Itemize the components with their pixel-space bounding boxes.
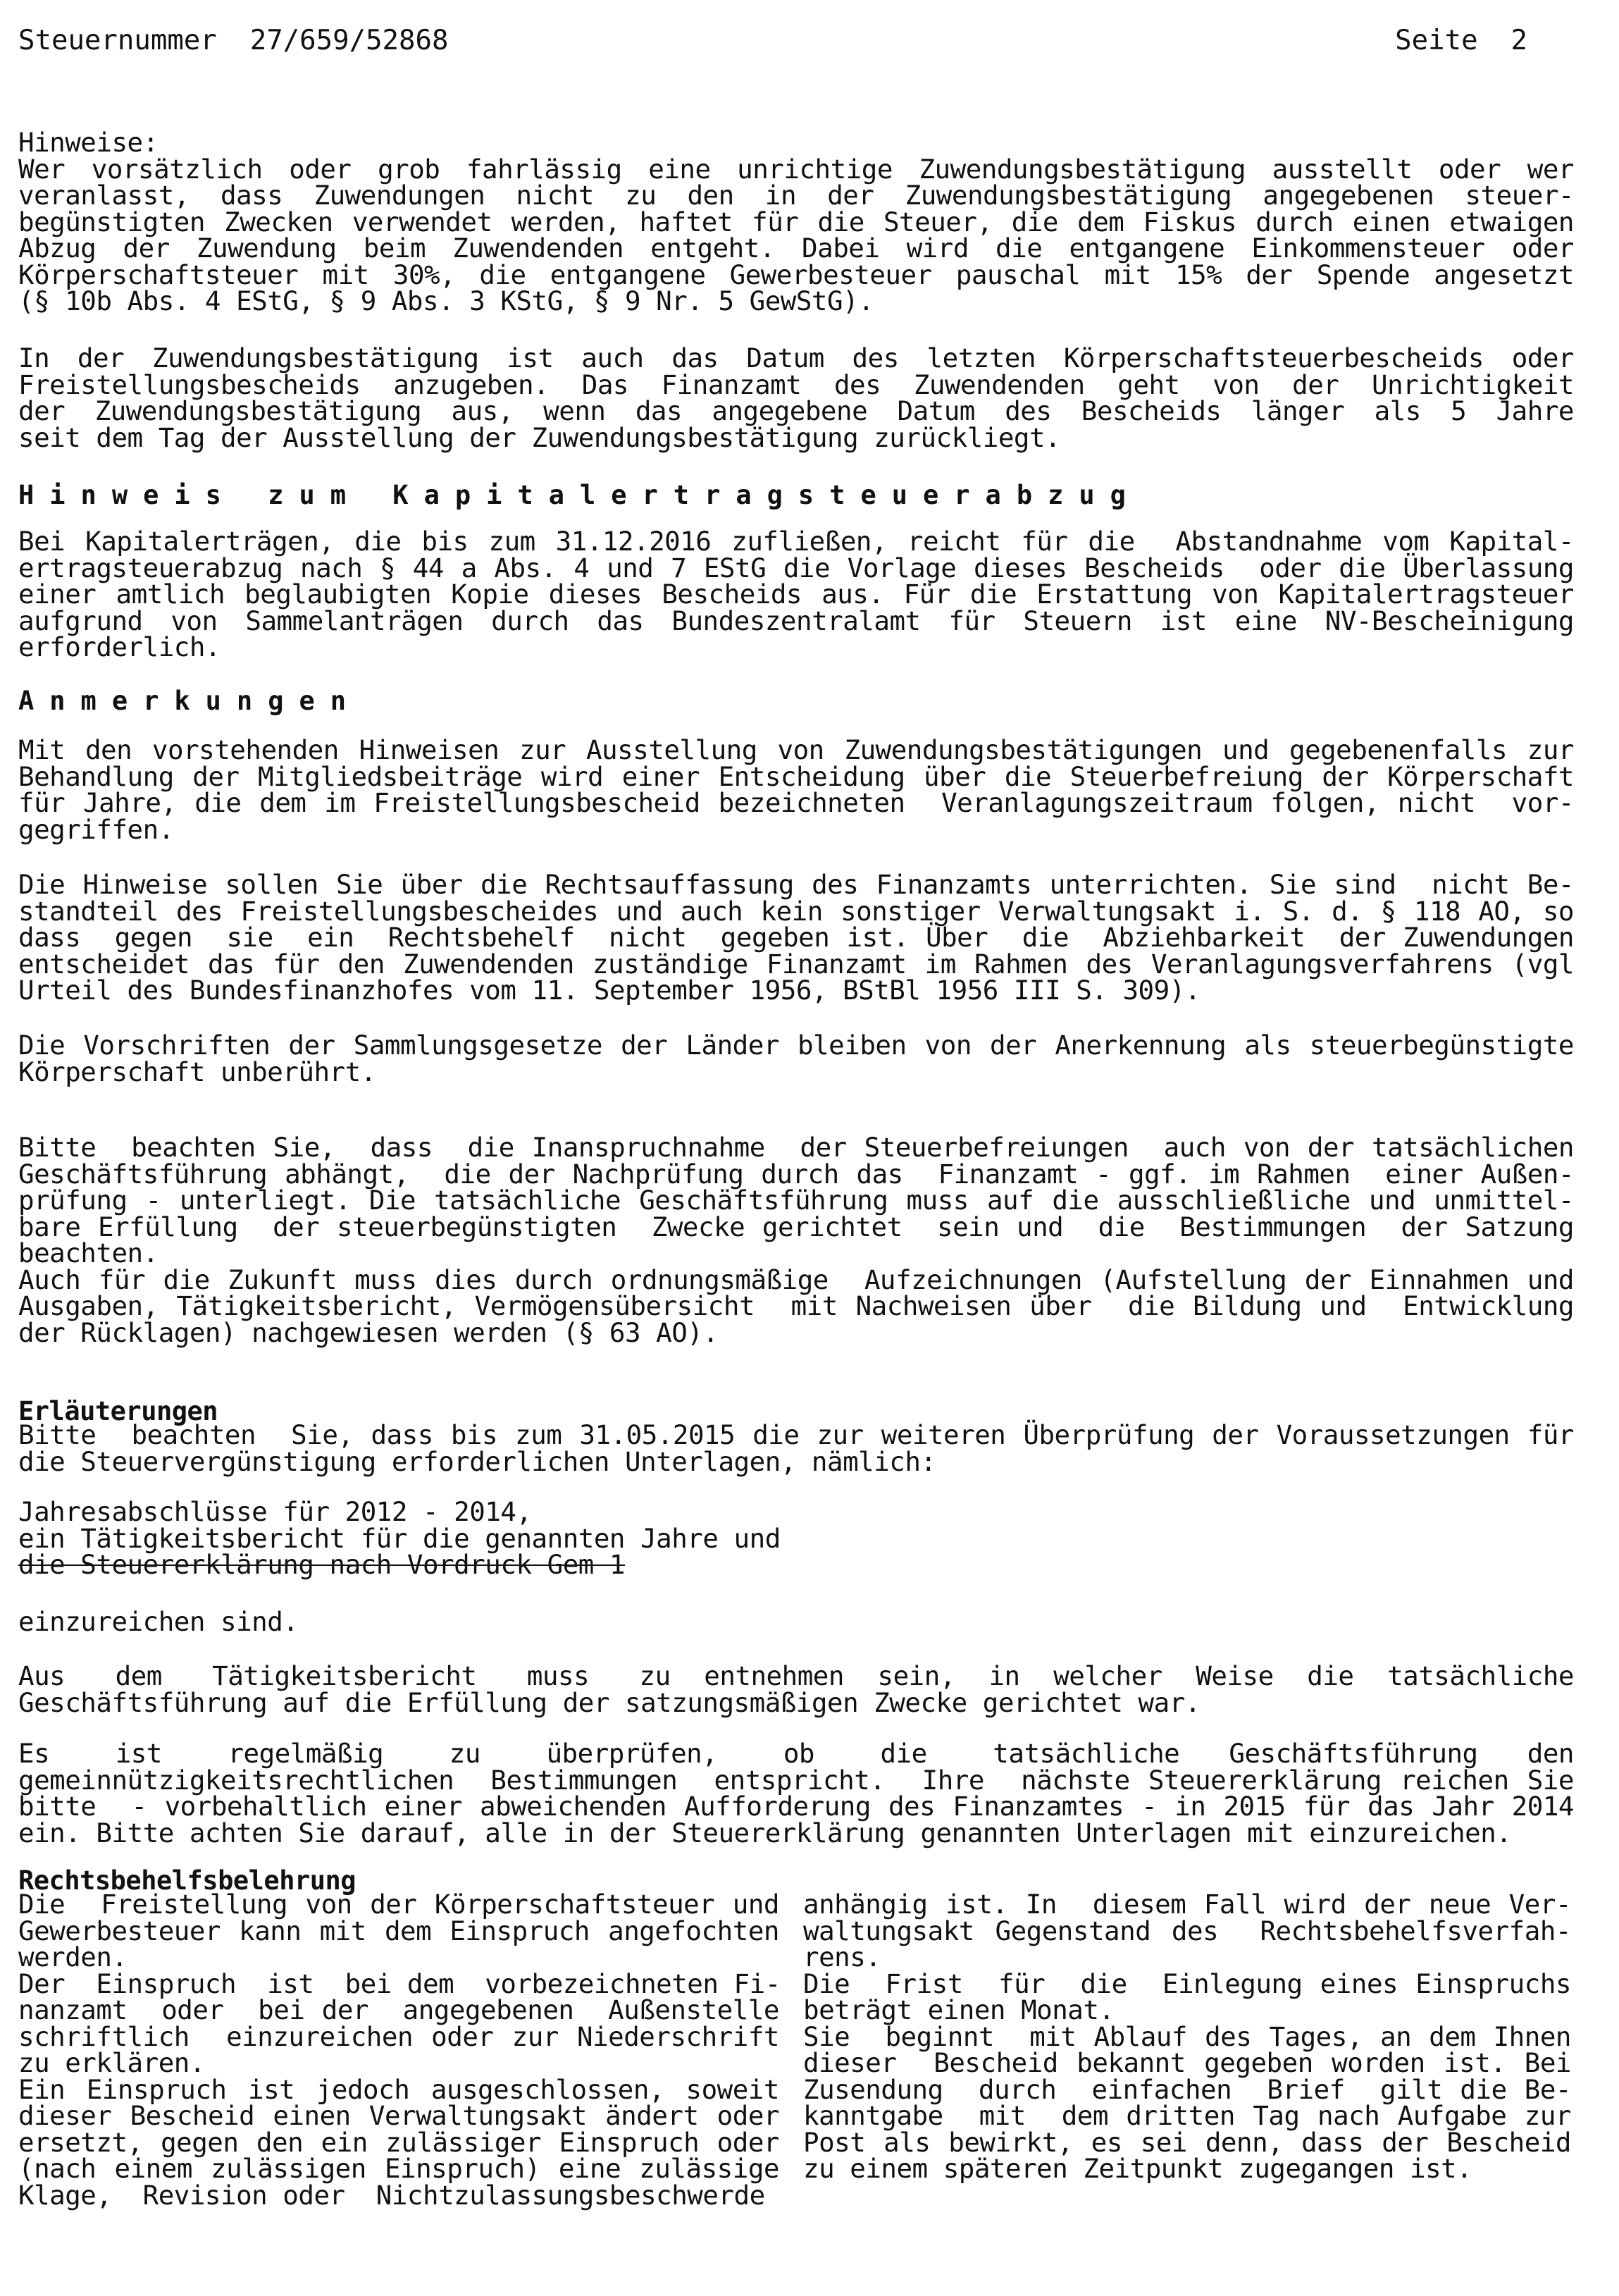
text-line: beträgt einen Monat.	[803, 1994, 1115, 2025]
text-line: schriftlich einzureichen oder zur Niederschrift	[18, 2020, 779, 2052]
einreichen-text: einzureichen sind.	[18, 1606, 299, 1637]
text-line: beachten.	[18, 1238, 159, 1269]
text-line: gegriffen.	[18, 813, 174, 845]
unterlagen-struck-item	[18, 1549, 1574, 1580]
text-line: zu erklären.	[18, 2047, 205, 2078]
text-line: erforderlich.	[18, 631, 221, 662]
datum-hinweis-paragraph	[18, 342, 1574, 453]
text-line: Bitte beachten Sie, dass bis zum 31.05.2015 die zur weiteren Überprüfung der Voraussetzungen für	[18, 1419, 1574, 1450]
text-line: dieser Bescheid bekannt gegeben worden ist. Bei	[803, 2047, 1571, 2078]
struck-item-text: die Steuererklärung nach Vordruck Gem 1	[18, 1549, 625, 1580]
text-line: werden.	[18, 1942, 128, 1973]
text-line: Gewerbesteuer kann mit dem Einspruch angefochten	[18, 1915, 779, 1946]
erlaeuterungen-paragraph-2	[18, 1660, 1574, 1718]
text-line: nanzamt oder bei der angegebenen Außenstelle	[18, 1994, 779, 2025]
anmerkungen-paragraph-1	[18, 734, 1574, 845]
erlaeuterungen-paragraph-1	[18, 1419, 1574, 1477]
text-line: Die Vorschriften der Sammlungsgesetze der Länder bleiben von der Anerkennung als steuerbegünstigte	[18, 1030, 1574, 1061]
hinweise-paragraph	[18, 127, 1574, 316]
text-line: In der Zuwendungsbestätigung ist auch das Datum des letzten Körperschaftsteuerbescheids oder	[18, 342, 1574, 374]
rechtsbehelf-heading: Rechtsbehelfsbelehrung	[18, 1865, 356, 1896]
text-line: ertragsteuerabzug nach § 44 a Abs. 4 und 7 EStG die Vorlage dieses Bescheids oder die Überlassung	[18, 552, 1574, 584]
text-line: Abzug der Zuwendung beim Zuwendenden entgeht. Dabei wird die entgangene Einkommensteuer oder	[18, 233, 1574, 264]
text-line: Es ist regelmäßig zu überprüfen, ob die tatsächliche Geschäftsführung den	[18, 1738, 1574, 1769]
anmerkungen-paragraph-3	[18, 1032, 1574, 1085]
erlaeuterungen-paragraph-3	[18, 1738, 1574, 1848]
rechtsbehelf-left-column	[18, 1891, 779, 2209]
text-line: seit dem Tag der Ausstellung der Zuwendungsbestätigung zurückliegt.	[18, 421, 1061, 453]
text-line: (§ 10b Abs. 4 EStG, § 9 Abs. 3 KStG, § 9 Nr. 5 GewStG).	[18, 285, 874, 316]
text-line: Geschäftsführung abhängt, die der Nachprüfung durch das Finanzamt - ggf. im Rahmen einer Außen-	[18, 1158, 1574, 1190]
text-line: Mit den vorstehenden Hinweisen zur Ausstellung von Zuwendungsbestätigungen und gegebenenfalls zur	[18, 734, 1574, 765]
erlaeuterungen-heading: Erläuterungen	[18, 1396, 218, 1426]
text-line: die Steuervergünstigung erforderlichen Unterlagen, nämlich:	[18, 1445, 936, 1477]
page-number: Seite 2	[1395, 25, 1527, 56]
text-line: Klage, Revision oder Nichtzulassungsbeschwerde	[18, 2179, 765, 2211]
text-line: prüfung - unterliegt. Die tatsächliche Geschäftsführung muss auf die ausschließliche und unmittel-	[18, 1185, 1574, 1216]
rechtsbehelf-right-column	[803, 1891, 1571, 2183]
text-line: bitte - vorbehaltlich einer abweichenden Aufforderung des Finanzamtes - in 2015 für das Jahr 2014	[18, 1791, 1574, 1822]
text-line: Ein Einspruch ist jedoch ausgeschlossen, soweit	[18, 2073, 779, 2105]
text-line: dieser Bescheid einen Verwaltungsakt ändert oder	[18, 2100, 779, 2131]
text-line: zu einem späteren Zeitpunkt zugegangen ist.	[803, 2153, 1472, 2184]
text-line: aufgrund von Sammelanträgen durch das Bundeszentralamt für Steuern ist eine NV-Bescheinigung	[18, 605, 1574, 636]
text-line: ein Tätigkeitsbericht für die genannten Jahre und	[18, 1522, 781, 1554]
text-line: Bitte beachten Sie, dass die Inanspruchnahme der Steuerbefreiungen auch von der tatsächlichen	[18, 1132, 1574, 1163]
tax-number: Steuernummer 27/659/52868	[18, 25, 449, 56]
text-line: einer amtlich beglaubigten Kopie dieses Bescheids aus. Für die Erstattung von Kapitalertragsteuer	[18, 579, 1574, 610]
text-line: Ausgaben, Tätigkeitsbericht, Vermögensübersicht mit Nachweisen über die Bildung und Entwicklung	[18, 1290, 1574, 1321]
text-line: Behandlung der Mitgliedsbeiträge wird einer Entscheidung über die Steuerbefreiung der Körperschaft	[18, 760, 1574, 792]
text-line: standteil des Freistellungsbescheides und auch kein sonstiger Verwaltungsakt i. S. d. § 118 AO, so	[18, 895, 1574, 927]
text-line: rens.	[803, 1942, 881, 1973]
text-line: bare Erfüllung der steuerbegünstigten Zwecke gerichtet sein und die Bestimmungen der Satzung	[18, 1211, 1574, 1242]
text-line: dass gegen sie ein Rechtsbehelf nicht gegeben ist. Über die Abziehbarkeit der Zuwendungen	[18, 922, 1574, 953]
text-line: Urteil des Bundesfinanzhofes vom 11. September 1956, BStBl 1956 III S. 309).	[18, 975, 1201, 1006]
text-line: Bei Kapitalerträgen, die bis zum 31.12.2016 zufließen, reicht für die Abstandnahme vom Kapital-	[18, 526, 1574, 557]
text-line: Körperschaftsteuer mit 30%, die entgangene Gewerbesteuer pauschal mit 15% der Spende angesetzt	[18, 259, 1574, 290]
text-line: entscheidet das für den Zuwendenden zuständige Finanzamt im Rahmen des Veranlagungsverfahrens (vgl	[18, 948, 1574, 980]
text-line: Der Einspruch ist bei dem vorbezeichneten Fi-	[18, 1968, 781, 1999]
text-line: Post als bewirkt, es sei denn, dass der Bescheid	[803, 2126, 1571, 2158]
text-line: Die Hinweise sollen Sie über die Rechtsauffassung des Finanzamts unterrichten. Sie sind nicht Be-	[18, 869, 1574, 900]
text-line: gemeinnützigkeitsrechtlichen Bestimmungen entspricht. Ihre nächste Steuererklärung reichen Sie	[18, 1764, 1574, 1796]
einreichen-line	[18, 1606, 1574, 1637]
text-line: veranlasst, dass Zuwendungen nicht zu den in der Zuwendungsbestätigung angegebenen steuer-	[18, 180, 1574, 211]
text-line: Körperschaft unberührt.	[18, 1056, 376, 1087]
text-line: Die Frist für die Einlegung eines Einspruchs	[803, 1968, 1571, 1999]
anmerkungen-paragraph-4	[18, 1132, 1574, 1348]
text-line: Hinweise:	[18, 127, 159, 158]
kapitalertrag-paragraph	[18, 526, 1574, 662]
text-line: ersetzt, gegen den ein zulässiger Einspruch oder	[18, 2126, 779, 2158]
text-line: Geschäftsführung auf die Erfüllung der satzungsmäßigen Zwecke gerichtet war.	[18, 1686, 1201, 1718]
text-line: Jahresabschlüsse für 2012 - 2014,	[18, 1496, 532, 1527]
text-line: waltungsakt Gegenstand des Rechtsbehelfsverfah-	[803, 1915, 1571, 1946]
text-line: kanntgabe mit dem dritten Tag nach Aufgabe zur	[803, 2100, 1571, 2131]
text-line: anhängig ist. In diesem Fall wird der neue Ver-	[803, 1889, 1571, 1920]
text-line: Sie beginnt mit Ablauf des Tages, an dem Ihnen	[803, 2020, 1571, 2052]
text-line: Aus dem Tätigkeitsbericht muss zu entnehmen sein, in welcher Weise die tatsächliche	[18, 1660, 1574, 1691]
text-line: für Jahre, die dem im Freistellungsbescheid bezeichneten Veranlagungszeitraum folgen, nicht vor-	[18, 787, 1574, 818]
text-line: Auch für die Zukunft muss dies durch ordnungsmäßige Aufzeichnungen (Aufstellung der Einnahmen und	[18, 1264, 1574, 1295]
text-line: Wer vorsätzlich oder grob fahrlässig eine unrichtige Zuwendungsbestätigung ausstellt oder wer	[18, 153, 1574, 185]
anmerkungen-heading: Anmerkungen	[18, 686, 362, 716]
text-line: begünstigten Zwecken verwendet werden, haftet für die Steuer, die dem Fiskus durch einen etwaigen	[18, 206, 1574, 237]
text-line: der Zuwendungsbestätigung aus, wenn das angegebene Datum des Bescheids länger als 5 Jahre	[18, 395, 1574, 426]
text-line: Freistellungsbescheids anzugeben. Das Finanzamt des Zuwendenden geht von der Unrichtigkeit	[18, 369, 1574, 400]
kapitalertrag-heading: Hinweis zum Kapitalertragsteuerabzug	[18, 480, 1141, 510]
unterlagen-list	[18, 1496, 1574, 1554]
text-line: (nach einem zulässigen Einspruch) eine zulässige	[18, 2153, 779, 2184]
anmerkungen-paragraph-2	[18, 869, 1574, 1006]
text-line: der Rücklagen) nachgewiesen werden (§ 63 AO).	[18, 1316, 719, 1348]
text-line: Die Freistellung von der Körperschaftsteuer und	[18, 1889, 779, 1920]
text-line: ein. Bitte achten Sie darauf, alle in der Steuererklärung genannten Unterlagen mit einzureichen.	[18, 1817, 1512, 1848]
text-line: Zusendung durch einfachen Brief gilt die Be-	[803, 2073, 1571, 2105]
